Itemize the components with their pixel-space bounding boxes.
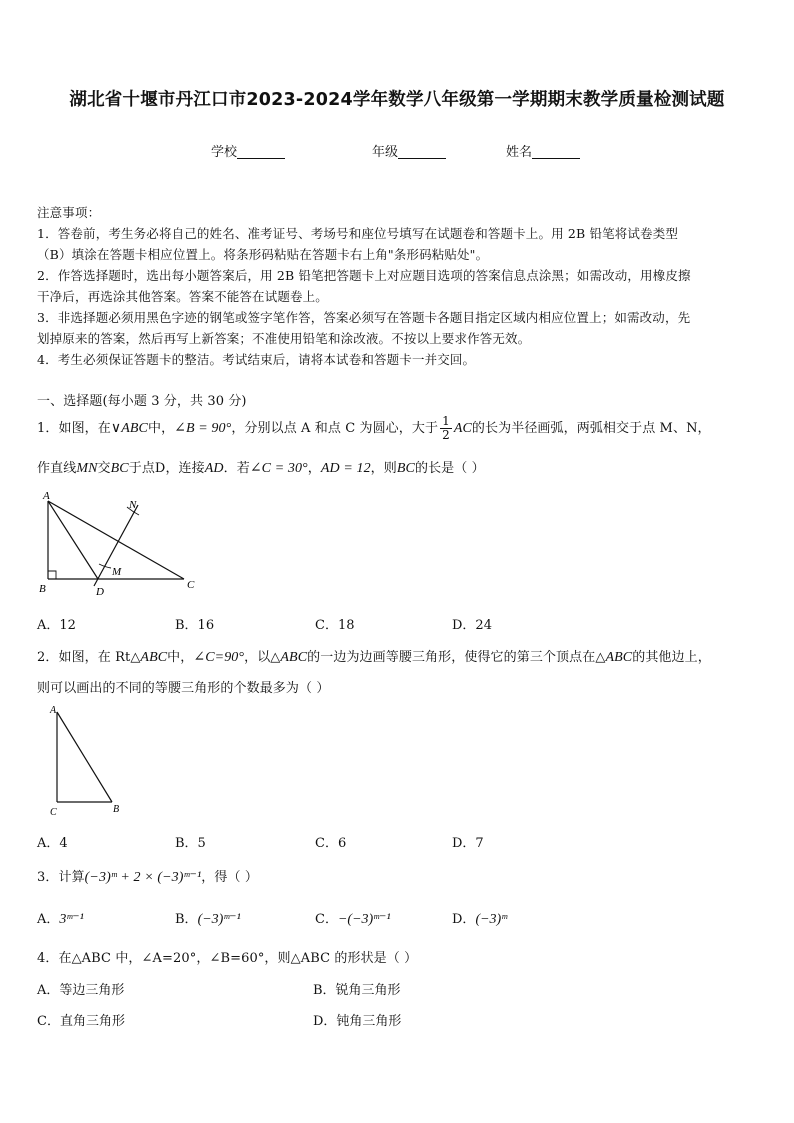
q1-text: ，则 <box>370 461 397 476</box>
question-3 <box>37 866 258 886</box>
label-d: D <box>96 586 104 598</box>
question-1-line-1 <box>37 414 711 444</box>
q1-text: 作直线 <box>37 461 77 476</box>
q2-text: ，以△ <box>244 650 281 665</box>
note-line: 干净后，再选涂其他答案。答案不能答在试题卷上。 <box>37 289 328 304</box>
option-expression: (−3)ᵐ⁻¹ <box>197 912 241 927</box>
label-c: C <box>50 807 57 818</box>
label-n: N <box>129 499 137 511</box>
option-expression: 3ᵐ⁻¹ <box>59 912 84 927</box>
q2-abc: ABC <box>605 650 633 665</box>
note-line: 3．非选择题必须用黑色字迹的钢笔或签字笔作答，答案必须写在答题卡各题目指定区域内相应位置上；如需改动，先 <box>37 310 691 325</box>
option-label: A． <box>37 912 60 927</box>
q1-text: 于点D，连接 <box>128 461 205 476</box>
q3-option-c[interactable] <box>315 908 391 928</box>
q3-text: 3．计算 <box>37 870 85 885</box>
q1-figure <box>34 488 204 600</box>
q1-option-c[interactable]: C．18 <box>315 618 355 633</box>
q3-expression: (−3)ᵐ + 2 × (−3)ᵐ⁻¹ <box>84 870 202 885</box>
q1-text: ．若 <box>223 461 250 476</box>
label-a: A <box>43 490 50 502</box>
q1-triangle: ∨ABC <box>110 421 148 436</box>
question-2-line-1 <box>37 646 711 666</box>
q3-option-d[interactable] <box>452 908 507 928</box>
q3-option-a[interactable] <box>37 908 84 928</box>
q1-option-d[interactable]: D．24 <box>452 618 492 633</box>
q2-text: 的一边为边画等腰三角形，使得它的第三个顶点在△ <box>307 650 606 665</box>
q2-option-a[interactable]: A．4 <box>37 836 68 851</box>
q1-text: ，分别以点 A 和点 C 为圆心，大于 <box>231 421 439 436</box>
q2-text: 2．如图，在 Rt△ <box>37 650 141 665</box>
notes-heading: 注意事项： <box>37 205 101 220</box>
q2-option-b[interactable]: B．5 <box>175 836 206 851</box>
option-expression: (−3)ᵐ <box>475 912 508 927</box>
q1-text: 1．如图，在 <box>37 421 111 436</box>
q1-text: ， <box>307 461 321 476</box>
q4-option-a[interactable]: A．等边三角形 <box>37 983 125 998</box>
q1-segment-bc: BC <box>110 461 129 476</box>
q1-ad-length: AD = 12 <box>320 461 371 476</box>
q2-option-c[interactable]: C．6 <box>315 836 347 851</box>
q3-option-b[interactable] <box>175 908 241 928</box>
label-c: C <box>187 579 195 591</box>
q1-angle-b: ∠B = 90° <box>174 421 232 436</box>
fraction-numerator: 1 <box>442 414 450 428</box>
q1-segment-bc: BC <box>396 461 415 476</box>
label-b: B <box>39 583 46 595</box>
question-1-line-2 <box>37 457 485 477</box>
option-label: C． <box>315 912 338 927</box>
grade-blank <box>398 145 446 159</box>
note-line: 划掉原来的答案，然后再写上新答案；不准使用铅笔和涂改液。不按以上要求作答无效。 <box>37 331 531 346</box>
q2-abc: ABC <box>280 650 308 665</box>
q1-option-b[interactable]: B．16 <box>175 618 215 633</box>
question-4: 4．在△ABC 中，∠A=20°，∠B=60°，则△ABC 的形状是（ ） <box>37 951 418 966</box>
label-m: M <box>112 566 122 578</box>
q3-text: ，得（ ） <box>201 870 258 885</box>
question-2-line-2: 则可以画出的不同的等腰三角形的个数最多为（ ） <box>37 681 330 696</box>
grade-label: 年级 <box>372 145 399 160</box>
q1-segment-ac: AC <box>453 421 472 436</box>
q1-line-mn: MN <box>76 461 98 476</box>
section-heading: 一、选择题(每小题 3 分，共 30 分) <box>37 394 247 409</box>
q2-figure <box>40 702 130 820</box>
q1-text: 的长是（ ） <box>414 461 485 476</box>
q2-abc: ABC <box>140 650 168 665</box>
fraction-denominator: 2 <box>442 428 450 442</box>
q2-text: 中， <box>167 650 194 665</box>
school-blank <box>237 145 285 159</box>
option-expression: −(−3)ᵐ⁻¹ <box>337 912 391 927</box>
name-blank <box>532 145 580 159</box>
name-label: 姓名 <box>506 145 533 160</box>
school-label: 学校 <box>211 145 238 160</box>
q1-option-a[interactable]: A．12 <box>37 618 76 633</box>
q1-angle-c: ∠C = 30° <box>249 461 308 476</box>
q2-option-d[interactable]: D．7 <box>452 836 484 851</box>
q1-segment-ad: AD <box>204 461 224 476</box>
q1-text: 交 <box>97 461 111 476</box>
q2-text: 的其他边上， <box>632 650 711 665</box>
note-line: 1．答卷前，考生务必将自己的姓名、准考证号、考场号和座位号填写在试题卷和答题卡上。用 2B 铅笔将试卷类型 <box>37 226 678 241</box>
note-line: 2．作答选择题时，选出每小题答案后，用 2B 铅笔把答题卡上对应题目选项的答案信息点涂黑；如需改动，用橡皮擦 <box>37 268 691 283</box>
label-a: A <box>50 705 57 716</box>
q4-option-c[interactable]: C．直角三角形 <box>37 1014 125 1029</box>
q4-option-d[interactable]: D．钝角三角形 <box>313 1014 402 1029</box>
note-line: （B）填涂在答题卡相应位置上。将条形码粘贴在答题卡右上角"条形码粘贴处"。 <box>37 247 489 262</box>
label-b: B <box>113 804 120 815</box>
school-field <box>211 141 285 160</box>
exam-title: 湖北省十堰市丹江口市2023-2024学年数学八年级第一学期期末教学质量检测试题 <box>69 90 725 110</box>
q2-angle-c: ∠C=90° <box>193 650 245 665</box>
q1-text: 中， <box>147 421 175 436</box>
note-line: 4．考生必须保证答题卡的整洁。考试结束后，请将本试卷和答题卡一并交回。 <box>37 352 476 367</box>
name-field <box>506 141 580 160</box>
grade-field <box>372 141 446 160</box>
q1-fraction <box>440 415 452 442</box>
option-label: B． <box>175 912 198 927</box>
q4-option-b[interactable]: B．锐角三角形 <box>313 983 401 998</box>
q1-text: 的长为半径画弧，两弧相交于点 M、N， <box>471 421 711 436</box>
option-label: D． <box>452 912 476 927</box>
